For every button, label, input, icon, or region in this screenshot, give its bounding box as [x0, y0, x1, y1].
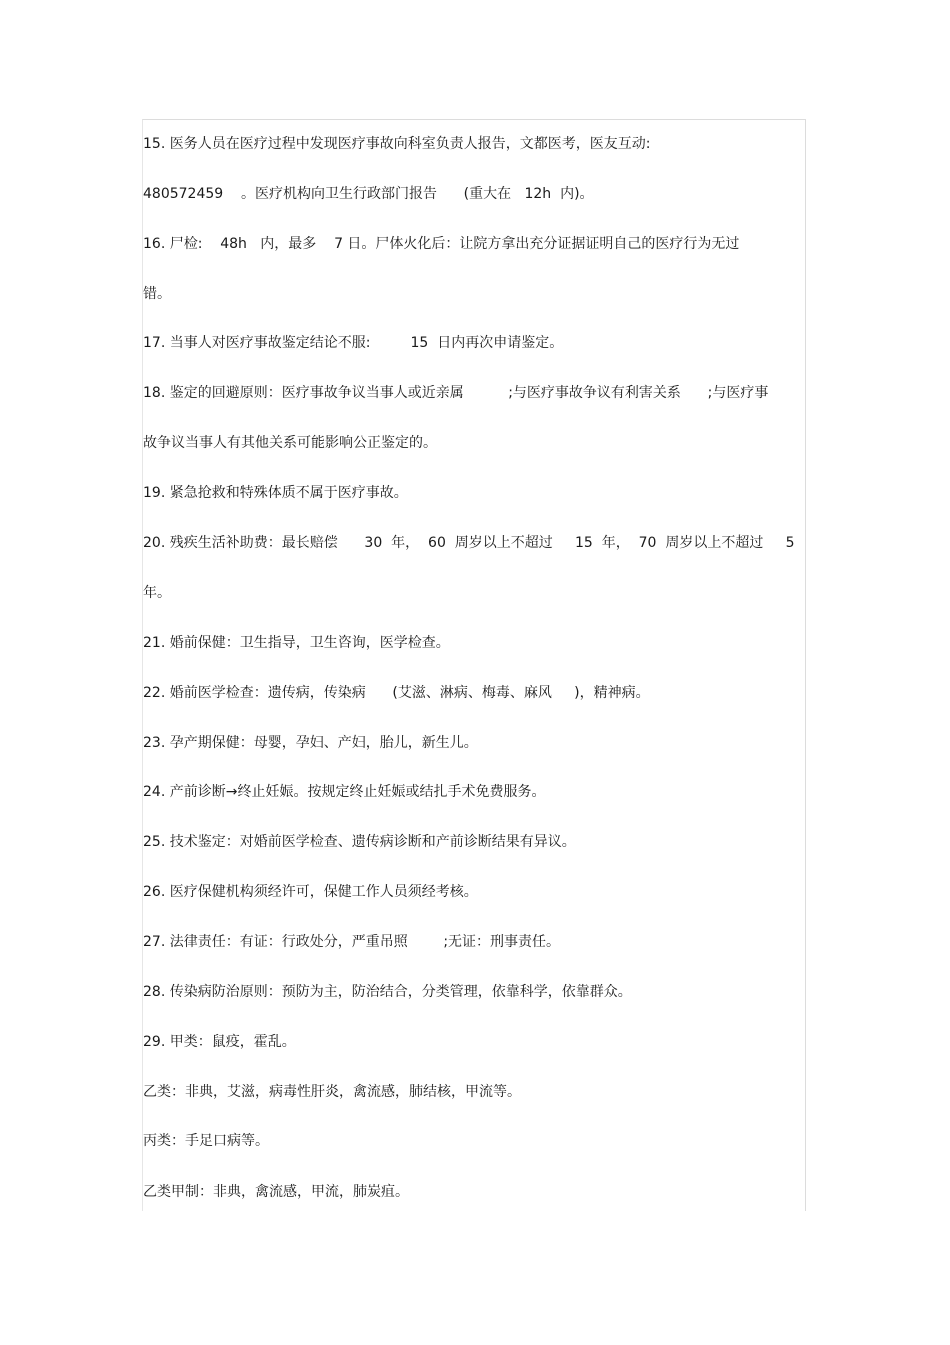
text-line: 28. 传染病防治原则：预防为主，防治结合，分类管理，依靠科学，依靠群众。	[143, 984, 632, 1000]
text-line: 19. 紧急抢救和特殊体质不属于医疗事故。	[143, 485, 408, 501]
text-line: 15. 医务人员在医疗过程中发现医疗事故向科室负责人报告，文都医考，医友互动:	[143, 136, 651, 152]
text-line: 20. 残疾生活补助费：最长赔偿 30 年， 60 周岁以上不超过 15 年， 70 周岁以上不超过 5	[143, 535, 795, 551]
text-line: 480572459 。医疗机构向卫生行政部门报告 (重大在 12h 内)。	[143, 186, 594, 202]
text-line: 乙类甲制：非典，禽流感，甲流，肺炭疽。	[143, 1184, 409, 1200]
text-line: 18. 鉴定的回避原则：医疗事故争议当事人或近亲属 ;与医疗事故争议有利害关系 ;与医疗事	[143, 385, 769, 401]
text-line: 21. 婚前保健：卫生指导，卫生咨询，医学检查。	[143, 635, 450, 651]
text-line: 24. 产前诊断→终止妊娠。按规定终止妊娠或结扎手术免费服务。	[143, 784, 546, 800]
text-line: 29. 甲类：鼠疫，霍乱。	[143, 1034, 296, 1050]
text-line: 故争议当事人有其他关系可能影响公正鉴定的。	[143, 435, 437, 451]
text-line: 27. 法律责任：有证：行政处分，严重吊照 ;无证：刑事责任。	[143, 934, 561, 950]
text-line: 错。	[143, 286, 171, 302]
text-line: 16. 尸检: 48h 内，最多 7 日。尸体火化后：让院方拿出充分证据证明自己的医疗行为无过	[143, 236, 740, 252]
text-line: 23. 孕产期保健：母婴，孕妇、产妇，胎儿，新生儿。	[143, 735, 478, 751]
text-line: 26. 医疗保健机构须经许可，保健工作人员须经考核。	[143, 884, 478, 900]
text-line: 丙类：手足口病等。	[143, 1133, 269, 1149]
text-line: 年。	[143, 585, 171, 601]
text-line: 25. 技术鉴定：对婚前医学检查、遗传病诊断和产前诊断结果有异议。	[143, 834, 576, 850]
text-line: 22. 婚前医学检查：遗传病，传染病 (艾滋、淋病、梅毒、麻风 )，精神病。	[143, 685, 650, 701]
text-line: 17. 当事人对医疗事故鉴定结论不服: 15 日内再次申请鉴定。	[143, 335, 564, 351]
text-line: 乙类：非典，艾滋，病毒性肝炎，禽流感，肺结核，甲流等。	[143, 1084, 521, 1100]
